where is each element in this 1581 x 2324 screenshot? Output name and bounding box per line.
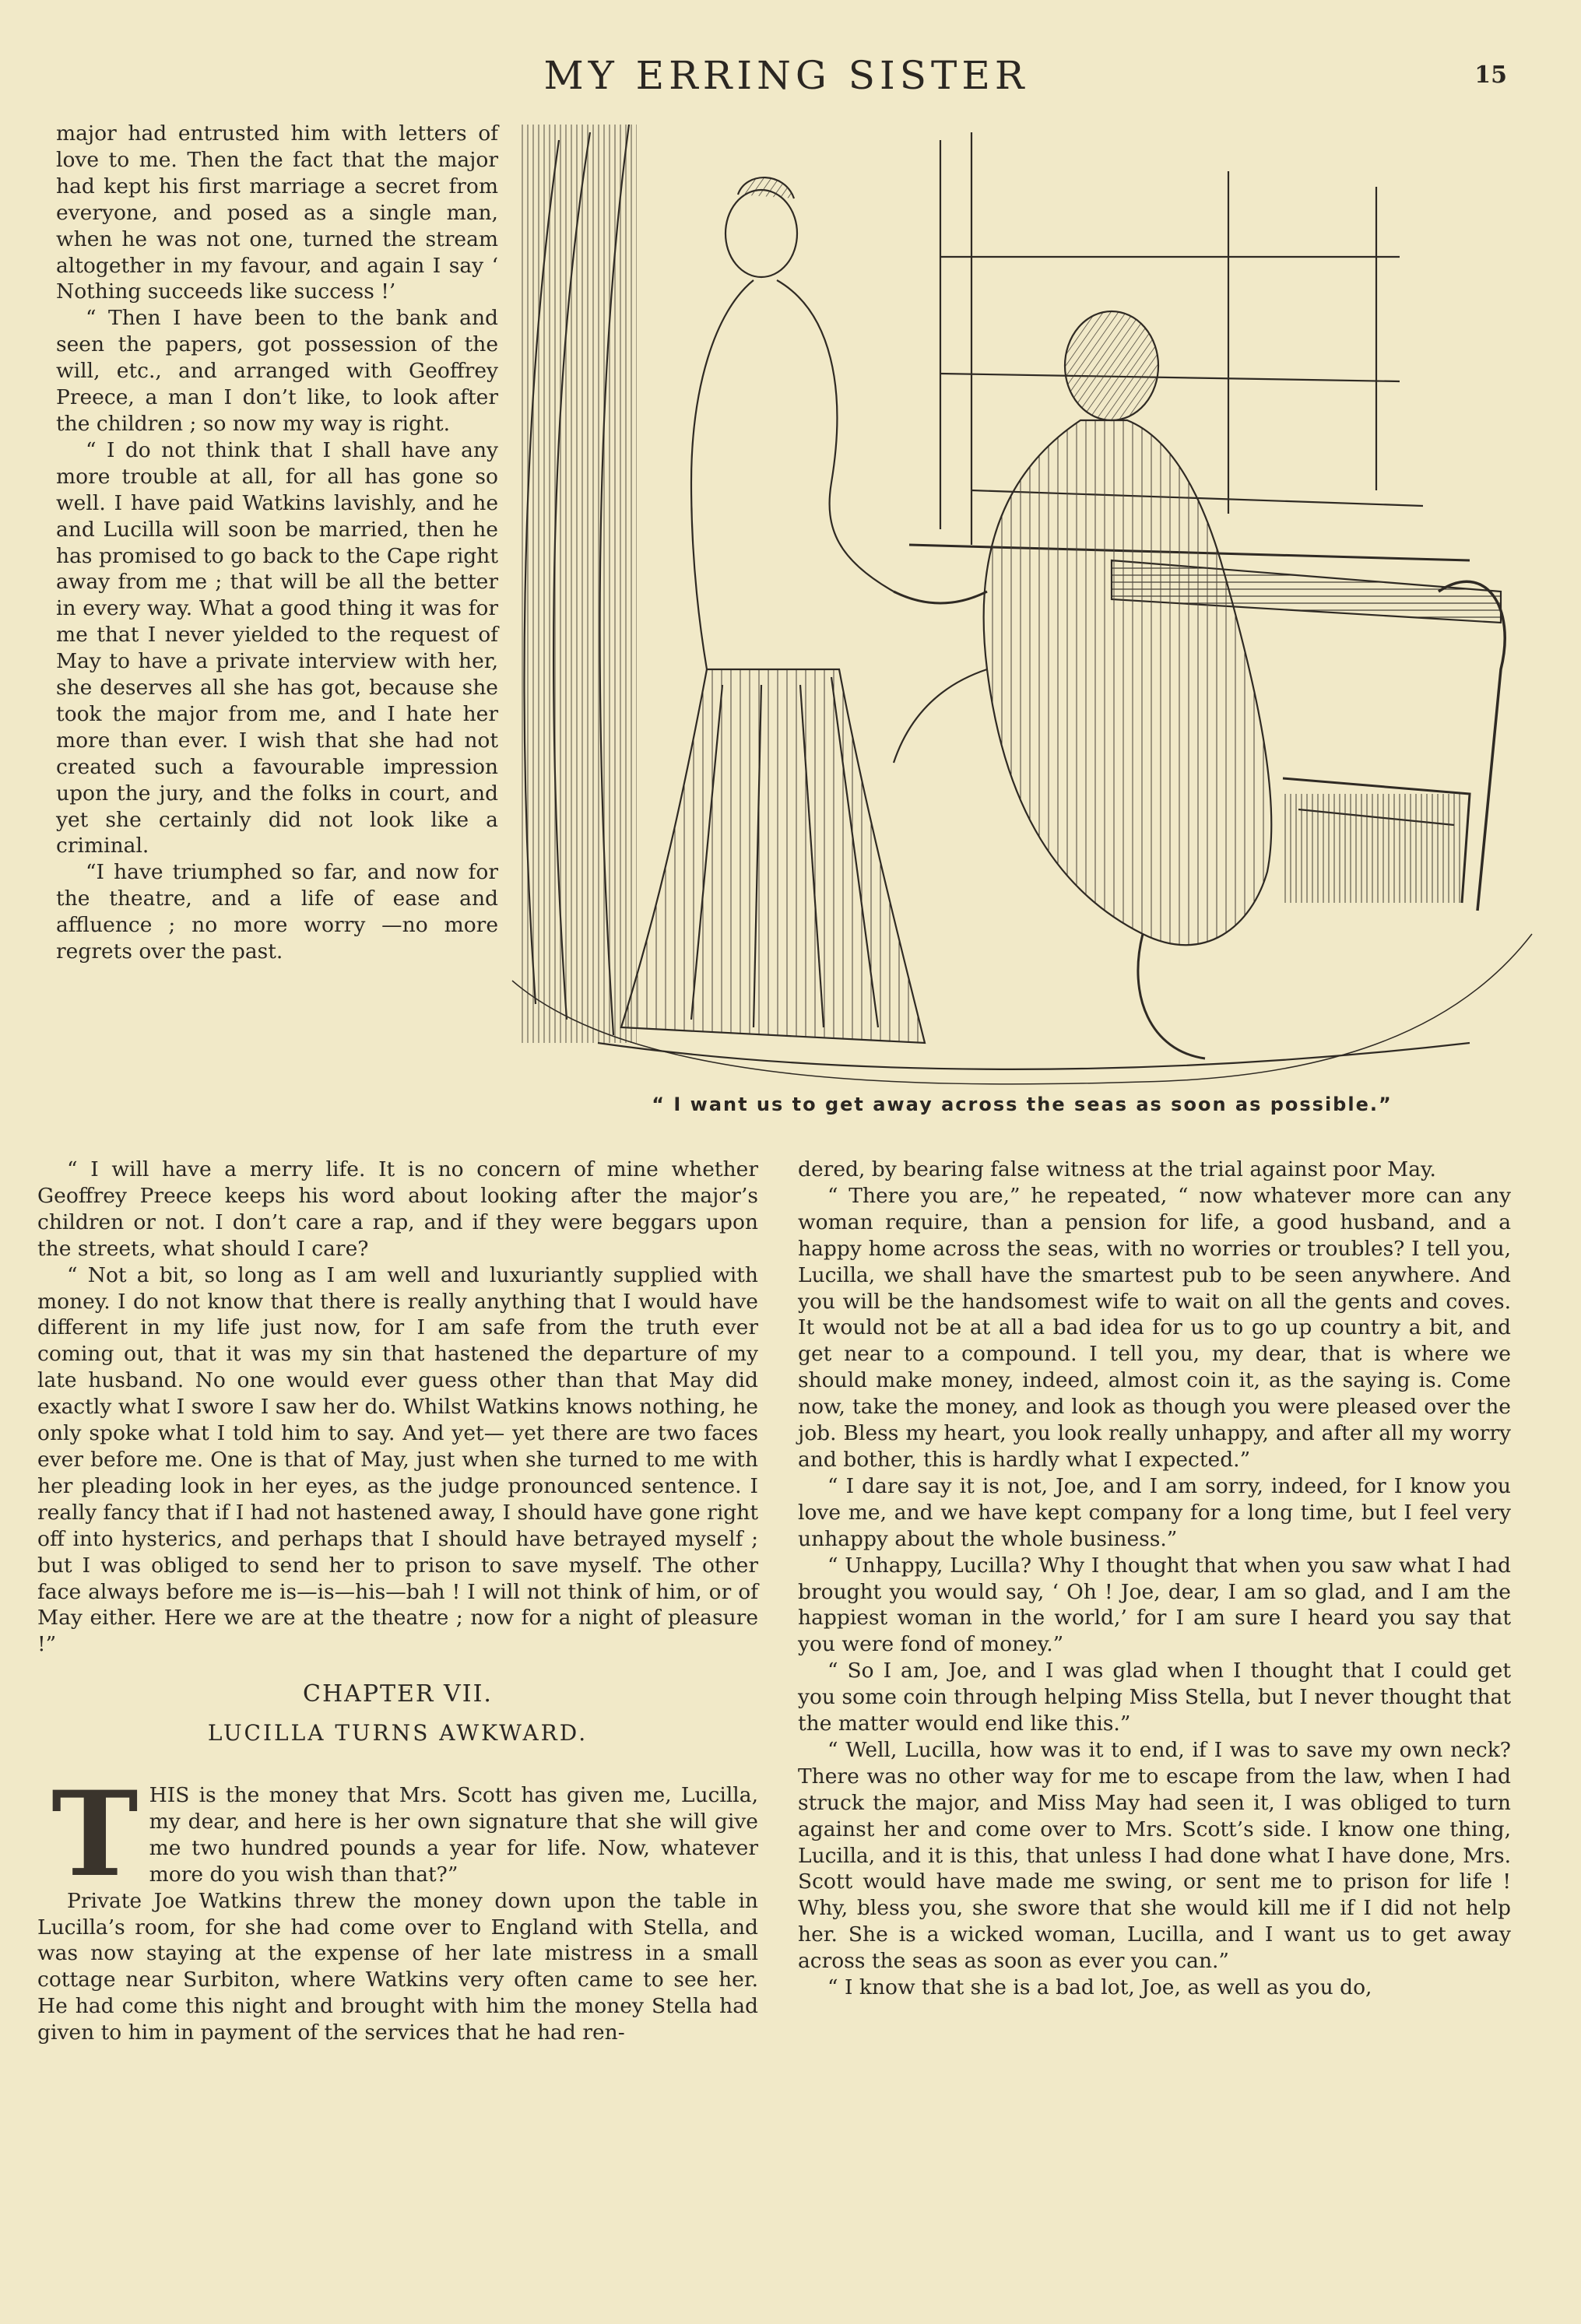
paragraph: major had entrusted him with letters of love to me. Then the fact that the major had kept his first marriage a secret from everyone, and posed as a single man, when he was not one, turned the stream altogether in my favour, and again I say ‘ Nothing succeeds like success !’ — [56, 121, 498, 304]
page-header — [0, 48, 1581, 103]
paragraph: “ I dare say it is not, Joe, and I am sorry, indeed, for I know you love me, and we have kept company for a long time, but I feel very unhappy about the whole business.” — [798, 1473, 1511, 1551]
paragraph: “I have triumphed so far, and now for the theatre, and a life of ease and affluence ; no more worry —no more regrets over the past. — [56, 860, 498, 964]
paragraph: “ Well, Lucilla, how was it to end, if I was to save my own neck? There was no other way for me to escape from the law, when I had struck the major, and Miss May had seen it, I was obliged to turn against her and come over to Mrs. Scott’s side. I know one thing, Lucilla, and it is this, that unless I had done what I have done, Mrs. Scott would have made me swing, or sent me to prison for life ! Why, bless you, she swore that she would kill me if I did not help her. She is a wicked woman, Lucilla, and I want us to get away across the seas as soon as ever you can.” — [798, 1737, 1511, 1974]
chapter-subtitle: LUCILLA TURNS AWKWARD. — [207, 1720, 588, 1747]
left-column — [37, 1157, 758, 2046]
right-column — [798, 1157, 1511, 2001]
illustration-caption: “ I want us to get away across the seas as soon as possible.” — [652, 1094, 1393, 1115]
paragraph: dered, by bearing false witness at the trial against poor May. — [798, 1157, 1436, 1181]
top-left-column — [56, 121, 498, 965]
running-title: MY ERRING SISTER — [543, 53, 1029, 98]
paragraph: “ I do not think that I shall have any more trouble at all, for all has gone so well. I have paid Watkins lavishly, and he and Lucilla will soon be married, then he has promised to go back to the Cape right away from me ; that will be all the better in every way. What a good thing it was for me that I never yielded to the request of May to have a private interview with her, she deserves all she has got, because she took the major from me, and I hate her more than ever. I wish that she had not created such a favourable impression upon the jury, and the folks in court, and yet she certainly did not look like a criminal. — [56, 437, 498, 858]
paragraph: “ Not a bit, so long as I am well and luxuriantly supplied with money. I do not know that there is really anything that I would have different in my life just now, for I am safe from the truth ever coming out, that it was my sin that hastened the departure of my late husband. No one would ever guess other than that May did exactly what I swore I saw her do. Whilst Watkins knows nothing, he only spoke what I told him to say. And yet— yet there are two faces ever before me. One is that of May, just when she turned to me with her pleading look in her eyes, as the judge pronounced sentence. I really fancy that if I had not hastened away, I should have gone right off into hysterics, and perhaps that I should have betrayed myself ; but I was obliged to send her to prison to save myself. The other face always before me is—is—his—bah ! I will not think of him, or of May either. Here we are at the theatre ; now for a night of pleasure !” — [37, 1262, 758, 1657]
opening-text: HIS is the money that Mrs. Scott has given me, Lucilla, my dear, and here is her own signature that she will give me two hundred pounds a year for life. Now, whatever more do you wish than that?” — [149, 1783, 758, 1887]
paragraph: “ Then I have been to the bank and seen the papers, got possession of the will, etc., and arranged with Geoffrey Preece, a man I don’t like, to look after the children ; so now my way is right. — [56, 306, 498, 436]
paragraph: “ I know that she is a bad lot, Joe, as well as you do, — [827, 1975, 1372, 2000]
paragraph: Private Joe Watkins threw the money down upon the table in Lucilla’s room, for she had come over to England with Stella, and was now staying at the expense of her late mistress in a small cottage near Surbiton, where Watkins very often came to see her. He had come this night and brought with him the money Stella had given to him in payment of the services that he had ren- — [37, 1888, 758, 2045]
chapter-opening — [37, 1766, 758, 1904]
paragraph: “ There you are,” he repeated, “ now whatever more can any woman require, than a pension for life, a good husband, and a happy home across the seas, with no worries or troubles? I tell you, Lucilla, we shall have the smartest pub to be seen anywhere. And you will be the handsomest wife to wait on all the gents and coves. It would not be at all a bad idea for us to go up country a bit, and get near to a compound. I tell you, my dear, that is where we should make money, indeed, almost coin it, as the saying is. Come now, take the money, and look as though you were pleased over the job. Bless my heart, you look really unhappy, and after all my worry and bother, this is hardly what I expected.” — [798, 1183, 1511, 1472]
paragraph: “ I will have a merry life. It is no concern of mine whether Geoffrey Preece keeps his word about looking after the major’s children or not. I don’t care a rap, and if they were beggars upon the streets, what should I care? — [37, 1157, 758, 1261]
paragraph: “ Unhappy, Lucilla? Why I thought that when you saw what I had brought you would say, ‘ Oh ! Joe, dear, I am so glad, and I am the happiest woman in the world,’ for I am sure I heard you say that you were fond of money.” — [798, 1553, 1511, 1657]
paragraph: “ So I am, Joe, and I was glad when I thought that I could get you some coin through helping Miss Stella, but I never thought that the matter would end like this.” — [798, 1659, 1511, 1736]
engraving-illustration — [504, 125, 1540, 1090]
drop-cap: T — [51, 1766, 139, 1904]
chapter-title: CHAPTER VII. — [303, 1680, 493, 1708]
page-number: 15 — [1474, 61, 1507, 89]
